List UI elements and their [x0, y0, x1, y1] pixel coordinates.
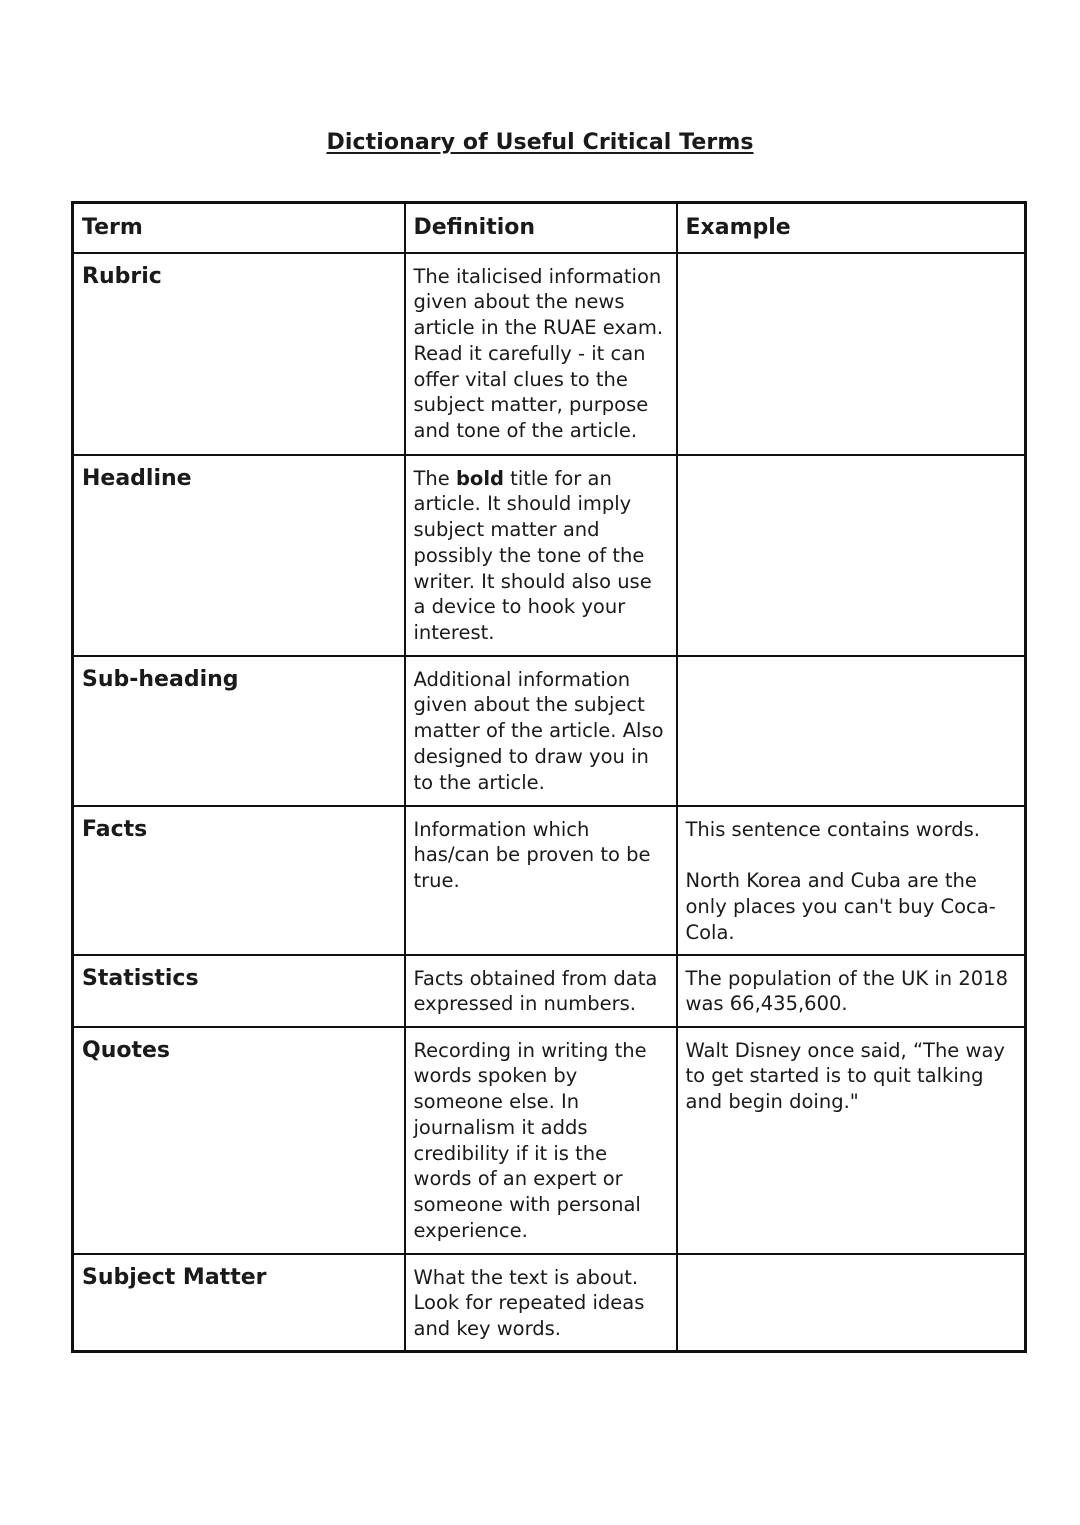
- table-row: [73, 253, 1026, 455]
- definition-cell: The italicised information given about the news article in the RUAE exam. Read it carefully - it can offer vital clues to the subject matter, purpose and tone of the article.: [405, 253, 677, 455]
- table-row: [73, 455, 1026, 656]
- table-row: [73, 955, 1026, 1027]
- term-cell: Subject Matter: [73, 1254, 405, 1352]
- definition-text: title for an article. It should imply subject matter and possibly the tone of the writer. It should also use a device to hook your interest.: [413, 466, 652, 645]
- example-text: The population of the UK in 2018 was 66,435,600.: [685, 966, 1008, 1016]
- definition-cell: Additional information given about the subject matter of the article. Also designed to draw you in to the article.: [405, 656, 677, 806]
- definition-bold-text: bold: [455, 466, 504, 490]
- example-cell: [677, 253, 1026, 455]
- definition-cell: Recording in writing the words spoken by someone else. In journalism it adds credibility if it is the words of an expert or someone with personal experience.: [405, 1027, 677, 1254]
- table-row: [73, 656, 1026, 806]
- example-cell: [677, 1027, 1026, 1254]
- definition-cell: Facts obtained from data expressed in numbers.: [405, 955, 677, 1027]
- table-row: [73, 806, 1026, 955]
- example-text: Walt Disney once said, “The way to get started is to quit talking and begin doing.": [685, 1038, 1005, 1114]
- example-text: This sentence contains words.: [685, 817, 981, 841]
- terms-table: [71, 201, 1027, 1353]
- definition-text: The: [413, 466, 456, 490]
- term-cell: Quotes: [73, 1027, 405, 1254]
- example-cell: [677, 656, 1026, 806]
- definition-cell: [405, 455, 677, 656]
- header-example: Example: [677, 203, 1026, 253]
- definition-cell: What the text is about. Look for repeated ideas and key words.: [405, 1254, 677, 1352]
- table-header-row: [73, 203, 1026, 253]
- header-term: Term: [73, 203, 405, 253]
- example-cell: [677, 806, 1026, 955]
- term-cell: Facts: [73, 806, 405, 955]
- example-cell: [677, 1254, 1026, 1352]
- term-cell: Headline: [73, 455, 405, 656]
- definition-cell: Information which has/can be proven to be true.: [405, 806, 677, 955]
- term-cell: Sub-heading: [73, 656, 405, 806]
- document-title: Dictionary of Useful Critical Terms: [326, 130, 754, 155]
- term-cell: Rubric: [73, 253, 405, 455]
- example-text: North Korea and Cuba are the only places you can't buy Coca-Cola.: [685, 869, 996, 944]
- table-row: [73, 1254, 1026, 1352]
- header-definition: Definition: [405, 203, 677, 253]
- term-cell: Statistics: [73, 955, 405, 1027]
- example-cell: [677, 955, 1026, 1027]
- example-cell: [677, 455, 1026, 656]
- table-row: [73, 1027, 1026, 1254]
